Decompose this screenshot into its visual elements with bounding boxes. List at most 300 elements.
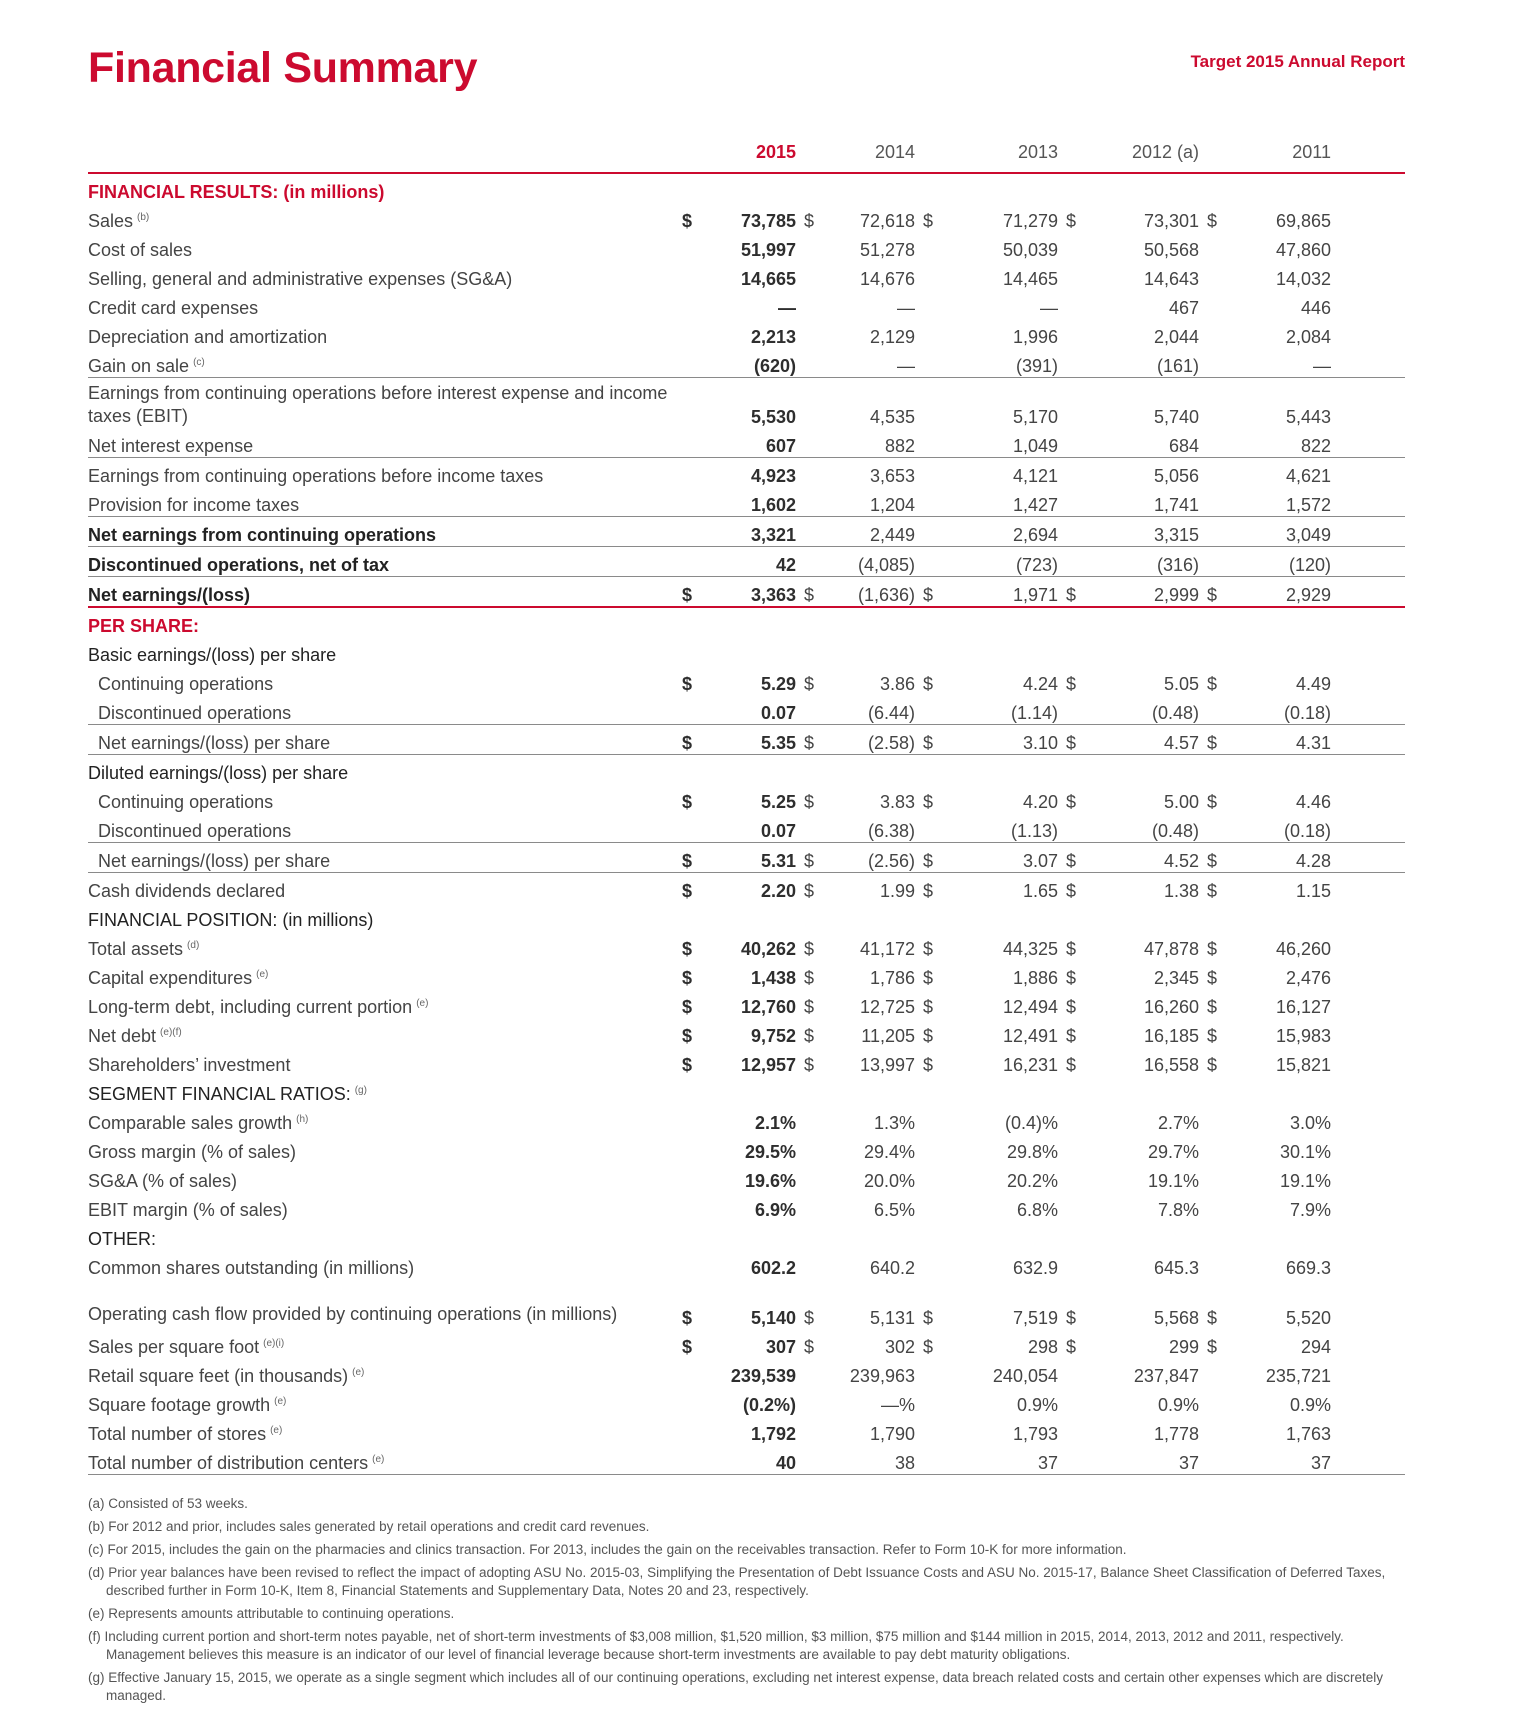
dollar-sign: $ xyxy=(923,585,934,605)
cell-value: 51,278 xyxy=(859,240,915,260)
cell-value: 29.4% xyxy=(863,1142,915,1162)
cell-value: — xyxy=(834,348,919,378)
cell-value: 4.28 xyxy=(1249,843,1335,873)
table-row xyxy=(88,261,1405,290)
row-label-text: Provision for income taxes xyxy=(88,495,300,515)
dollar-sign: $ xyxy=(919,843,963,873)
cell-value: 1.65 xyxy=(1022,881,1058,901)
row-label-text: Earnings from continuing operations before interest expense and income taxes (EBIT) xyxy=(88,383,668,426)
cell-value: 37 xyxy=(1249,1445,1335,1475)
cell-value: (6.44) xyxy=(834,695,919,725)
row-label-text: Diluted earnings/(loss) per share xyxy=(88,763,349,783)
dollar-sign: $ xyxy=(1066,211,1077,231)
dollar-sign xyxy=(1062,232,1106,261)
row-label-text: FINANCIAL RESULTS: (in millions) xyxy=(88,182,385,202)
row-label xyxy=(88,348,678,378)
dollar-sign xyxy=(1062,1105,1106,1134)
dollar-sign: $ xyxy=(804,881,815,901)
dollar-sign: $ xyxy=(1066,968,1077,988)
footnote-marker: (e)(f) xyxy=(160,1027,182,1038)
dollar-sign xyxy=(800,1076,834,1105)
cell-value: 5,131 xyxy=(869,1308,915,1328)
cell-value: 1,763 xyxy=(1285,1424,1331,1444)
dollar-sign xyxy=(919,1445,963,1475)
dollar-sign xyxy=(919,378,963,429)
row-label-text: OTHER: xyxy=(88,1229,157,1249)
cell-value: 5.31 xyxy=(702,843,800,873)
cell-value: 1,793 xyxy=(1012,1424,1058,1444)
dollar-sign: $ xyxy=(678,843,702,873)
dollar-sign: $ xyxy=(682,939,693,959)
dollar-sign: $ xyxy=(682,1337,693,1357)
dollar-sign xyxy=(800,1163,834,1192)
row-label-text: Depreciation and amortization xyxy=(88,327,328,347)
cell-value: 1,602 xyxy=(702,487,800,517)
dollar-sign: $ xyxy=(1207,674,1218,694)
cell-value: 632.9 xyxy=(1012,1258,1058,1278)
cell-value: 684 xyxy=(1106,428,1203,458)
dollar-sign xyxy=(800,517,834,547)
dollar-sign xyxy=(678,637,702,666)
dollar-sign xyxy=(1062,547,1106,577)
dollar-sign xyxy=(1062,1358,1106,1387)
table-row xyxy=(88,290,1405,319)
dollar-sign xyxy=(678,517,702,547)
row-label xyxy=(88,902,678,931)
cell-value: 16,558 xyxy=(1143,1055,1199,1075)
row-label xyxy=(88,458,678,488)
cell-value: 645.3 xyxy=(1153,1258,1199,1278)
dollar-sign: $ xyxy=(1207,1026,1218,1046)
cell-value: 307 xyxy=(765,1337,796,1357)
cell-value: 14,643 xyxy=(1143,269,1199,289)
dollar-sign: $ xyxy=(1066,585,1077,605)
cell-value: 20.2% xyxy=(1006,1171,1058,1191)
row-label xyxy=(88,547,678,577)
table-row xyxy=(88,813,1405,843)
row-label-text: Total number of distribution centers xyxy=(88,1453,369,1473)
cell-value: 16,260 xyxy=(1143,997,1199,1017)
footnote-marker: (c) xyxy=(193,357,205,368)
cell-value: 1.3% xyxy=(873,1113,915,1133)
cell-value xyxy=(834,1076,919,1105)
cell-value: 40 xyxy=(702,1445,800,1475)
dollar-sign xyxy=(1203,1105,1249,1134)
year-header-2014: 2014 xyxy=(874,141,915,162)
dollar-sign xyxy=(1062,1387,1106,1416)
dollar-sign xyxy=(1062,290,1106,319)
dollar-sign xyxy=(800,1250,834,1279)
dollar-sign xyxy=(1062,378,1106,429)
dollar-sign: $ xyxy=(682,881,693,901)
cell-value: 6.8% xyxy=(1016,1200,1058,1220)
cell-value xyxy=(963,607,1062,637)
footnote: (a) Consisted of 53 weeks. xyxy=(88,1496,248,1511)
table-row xyxy=(88,607,1405,637)
cell-value: 1,886 xyxy=(1012,968,1058,988)
table-row xyxy=(88,1387,1405,1416)
cell-value: 7.9% xyxy=(1289,1200,1331,1220)
dollar-sign: $ xyxy=(682,792,693,812)
dollar-sign xyxy=(919,1134,963,1163)
cell-value xyxy=(1249,1076,1335,1105)
dollar-sign xyxy=(678,755,702,785)
dollar-sign xyxy=(800,1445,834,1475)
dollar-sign xyxy=(1203,902,1249,931)
footnotes xyxy=(88,1495,1408,1710)
dollar-sign xyxy=(800,378,834,429)
dollar-sign xyxy=(1062,348,1106,378)
table-row xyxy=(88,173,1405,203)
dollar-sign xyxy=(678,1163,702,1192)
dollar-sign: $ xyxy=(1062,843,1106,873)
dollar-sign: $ xyxy=(1066,1055,1077,1075)
cell-value: 4.20 xyxy=(1022,792,1058,812)
row-label xyxy=(88,1279,678,1329)
dollar-sign: $ xyxy=(1207,968,1218,988)
dollar-sign xyxy=(1203,607,1249,637)
dollar-sign xyxy=(678,458,702,488)
dollar-sign xyxy=(1203,428,1249,458)
dollar-sign xyxy=(800,637,834,666)
cell-value: 1,438 xyxy=(750,968,796,988)
cell-value: 46,260 xyxy=(1275,939,1331,959)
dollar-sign xyxy=(919,813,963,843)
row-label-text: Comparable sales growth xyxy=(88,1113,293,1133)
cell-value: 5,530 xyxy=(750,407,796,427)
cell-value: 7,519 xyxy=(1012,1308,1058,1328)
cell-value: 1,427 xyxy=(963,487,1062,517)
row-label xyxy=(88,378,678,429)
cell-value: 2,476 xyxy=(1285,968,1331,988)
dollar-sign xyxy=(919,348,963,378)
cell-value: 1,204 xyxy=(834,487,919,517)
cell-value: 2,213 xyxy=(750,327,796,347)
table-row xyxy=(88,902,1405,931)
dollar-sign xyxy=(919,1416,963,1445)
footnote: (e) Represents amounts attributable to continuing operations. xyxy=(88,1606,455,1621)
cell-value: 2,129 xyxy=(869,327,915,347)
dollar-sign xyxy=(800,290,834,319)
row-label-text: Selling, general and administrative expenses (SG&A) xyxy=(88,269,513,289)
cell-value: (723) xyxy=(963,547,1062,577)
dollar-sign xyxy=(678,607,702,637)
cell-value: (0.48) xyxy=(1106,695,1203,725)
cell-value: —% xyxy=(880,1395,915,1415)
year-header-2011: 2011 xyxy=(1292,141,1331,162)
dollar-sign xyxy=(678,1221,702,1250)
footnote: (b) For 2012 and prior, includes sales generated by retail operations and credit card revenues. xyxy=(88,1519,650,1534)
table-row xyxy=(88,1445,1405,1475)
row-label-text: Capital expenditures xyxy=(88,968,253,988)
table-row xyxy=(88,873,1405,903)
dollar-sign xyxy=(1062,1416,1106,1445)
row-label-text: Common shares outstanding (in millions) xyxy=(88,1258,415,1278)
cell-value: 19.6% xyxy=(744,1171,796,1191)
cell-value: — xyxy=(1040,298,1058,318)
row-label xyxy=(88,1163,678,1192)
row-label-text: Retail square feet (in thousands) xyxy=(88,1366,349,1386)
dollar-sign: $ xyxy=(682,1055,693,1075)
dollar-sign: $ xyxy=(1207,1055,1218,1075)
cell-value: 20.0% xyxy=(863,1171,915,1191)
cell-value: 3,363 xyxy=(750,585,796,605)
dollar-sign xyxy=(1203,290,1249,319)
row-label xyxy=(88,203,678,232)
cell-value: 302 xyxy=(884,1337,915,1357)
footnote: (f) Including current portion and short-term notes payable, net of short-term investments of $3,008 million, $1,520 million, $3 million, $75 million and $144 million in 2015, 2014, 2013, 2012 and 2011, respectively. Management believes this measure is an indicator of our level of financial leverage because short-term investments are available to pay debt maturity obligations. xyxy=(88,1629,1344,1662)
row-label-text: Total number of stores xyxy=(88,1424,267,1444)
cell-value: 1,778 xyxy=(1153,1424,1199,1444)
cell-value: 299 xyxy=(1168,1337,1199,1357)
row-label xyxy=(88,931,678,960)
cell-value: 44,325 xyxy=(1002,939,1058,959)
cell-value: 37 xyxy=(963,1445,1062,1475)
table-row xyxy=(88,1250,1405,1279)
cell-value: 3.10 xyxy=(963,725,1062,755)
dollar-sign xyxy=(919,261,963,290)
dollar-sign xyxy=(919,637,963,666)
dollar-sign xyxy=(678,1134,702,1163)
row-label xyxy=(88,319,678,348)
dollar-sign: $ xyxy=(1203,843,1249,873)
financial-summary-table xyxy=(88,132,1405,1475)
cell-value xyxy=(1106,755,1203,785)
cell-value: 4.57 xyxy=(1106,725,1203,755)
dollar-sign: $ xyxy=(804,997,815,1017)
cell-value: 16,231 xyxy=(1002,1055,1058,1075)
footnote: (g) Effective January 15, 2015, we operate as a single segment which includes all of our continuing operations, excluding net interest expense, data breach related costs and certain other expenses which are discretely managed. xyxy=(88,1670,1384,1703)
dollar-sign xyxy=(678,813,702,843)
footnote: (d) Prior year balances have been revised to reflect the impact of adopting ASU No. 2015-03, Simplifying the Presentation of Debt Issuance Costs and ASU No. 2015-17, Balance Sheet Classification of Deferred Taxes, described further in Form 10-K, Item 8, Financial Statements and Supplementary Data, Notes 20 and 23, respectively. xyxy=(88,1565,1386,1598)
dollar-sign xyxy=(919,1387,963,1416)
cell-value: 12,725 xyxy=(859,997,915,1017)
cell-value: 239,539 xyxy=(730,1366,796,1386)
cell-value: (1,636) xyxy=(857,585,915,605)
cell-value: 3,315 xyxy=(1106,517,1203,547)
table-row xyxy=(88,1279,1405,1329)
dollar-sign: $ xyxy=(804,792,815,812)
row-label-text: Discontinued operations, net of tax xyxy=(88,555,390,575)
row-label-text: Net debt xyxy=(88,1026,157,1046)
dollar-sign xyxy=(919,607,963,637)
dollar-sign: $ xyxy=(804,939,815,959)
row-label xyxy=(88,1192,678,1221)
dollar-sign xyxy=(1062,1221,1106,1250)
cell-value: 12,760 xyxy=(740,997,796,1017)
dollar-sign xyxy=(1062,173,1106,203)
dollar-sign xyxy=(919,517,963,547)
cell-value: 9,752 xyxy=(750,1026,796,1046)
row-label-text: Net earnings/(loss) per share xyxy=(98,733,331,753)
cell-value: 1.15 xyxy=(1295,881,1331,901)
cell-value: 19.1% xyxy=(1147,1171,1199,1191)
cell-value: 607 xyxy=(702,428,800,458)
dollar-sign: $ xyxy=(682,211,693,231)
table-row xyxy=(88,1358,1405,1387)
dollar-sign xyxy=(1203,458,1249,488)
dollar-sign: $ xyxy=(923,997,934,1017)
table-row xyxy=(88,203,1405,232)
footnote-marker: (e) xyxy=(270,1425,283,1436)
cell-value: 2,694 xyxy=(963,517,1062,547)
cell-value: (1.13) xyxy=(963,813,1062,843)
row-label-text: Basic earnings/(loss) per share xyxy=(88,645,337,665)
cell-value: 16,185 xyxy=(1143,1026,1199,1046)
row-label-text: Discontinued operations xyxy=(98,703,292,723)
dollar-sign xyxy=(1062,1445,1106,1475)
dollar-sign xyxy=(800,348,834,378)
cell-value xyxy=(1106,902,1203,931)
dollar-sign xyxy=(678,261,702,290)
dollar-sign xyxy=(800,428,834,458)
row-label-text: Gain on sale xyxy=(88,356,190,376)
dollar-sign xyxy=(1203,173,1249,203)
cell-value: 4,923 xyxy=(750,466,796,486)
dollar-sign xyxy=(800,458,834,488)
cell-value: 1,996 xyxy=(1012,327,1058,347)
dollar-sign xyxy=(678,1192,702,1221)
dollar-sign xyxy=(1062,607,1106,637)
cell-value: 4.31 xyxy=(1249,725,1335,755)
cell-value xyxy=(963,755,1062,785)
table-row xyxy=(88,348,1405,378)
dollar-sign: $ xyxy=(800,843,834,873)
cell-value xyxy=(702,1221,800,1250)
cell-value: 73,785 xyxy=(740,211,796,231)
cell-value: 294 xyxy=(1300,1337,1331,1357)
cell-value: 47,878 xyxy=(1143,939,1199,959)
cell-value: 29.7% xyxy=(1147,1142,1199,1162)
dollar-sign: $ xyxy=(923,1055,934,1075)
dollar-sign: $ xyxy=(923,1337,934,1357)
dollar-sign: $ xyxy=(923,1308,934,1328)
dollar-sign xyxy=(1203,487,1249,517)
dollar-sign: $ xyxy=(804,211,815,231)
dollar-sign xyxy=(1062,637,1106,666)
dollar-sign xyxy=(1062,428,1106,458)
cell-value: 5,140 xyxy=(750,1308,796,1328)
row-label-text: Discontinued operations xyxy=(98,821,292,841)
dollar-sign xyxy=(800,1358,834,1387)
cell-value: 12,491 xyxy=(1002,1026,1058,1046)
dollar-sign xyxy=(678,1076,702,1105)
dollar-sign xyxy=(1062,487,1106,517)
cell-value: (2.56) xyxy=(834,843,919,873)
cell-value: — xyxy=(1249,348,1335,378)
cell-value: (2.58) xyxy=(834,725,919,755)
row-label-text: Net earnings/(loss) per share xyxy=(98,851,331,871)
cell-value: 1,792 xyxy=(750,1424,796,1444)
table-row xyxy=(88,517,1405,547)
dollar-sign xyxy=(919,428,963,458)
cell-value: 237,847 xyxy=(1133,1366,1199,1386)
cell-value xyxy=(963,1076,1062,1105)
row-label xyxy=(88,607,678,637)
row-label xyxy=(88,784,678,813)
dollar-sign xyxy=(1062,1134,1106,1163)
cell-value: 5,170 xyxy=(1012,407,1058,427)
dollar-sign xyxy=(1203,232,1249,261)
dollar-sign xyxy=(1062,1192,1106,1221)
cell-value: 15,983 xyxy=(1275,1026,1331,1046)
cell-value: 1,790 xyxy=(869,1424,915,1444)
dollar-sign xyxy=(678,319,702,348)
cell-value: 3,049 xyxy=(1249,517,1335,547)
footnote-marker: (e)(i) xyxy=(263,1338,285,1349)
cell-value: 1,741 xyxy=(1106,487,1203,517)
dollar-sign xyxy=(1203,1163,1249,1192)
row-label xyxy=(88,1329,678,1358)
dollar-sign: $ xyxy=(804,1308,815,1328)
cell-value: 1,786 xyxy=(869,968,915,988)
cell-value: 29.5% xyxy=(744,1142,796,1162)
row-label xyxy=(88,517,678,547)
dollar-sign: $ xyxy=(1207,881,1218,901)
row-label-text: Shareholders’ investment xyxy=(88,1055,291,1075)
dollar-sign xyxy=(1062,1250,1106,1279)
dollar-sign xyxy=(919,695,963,725)
cell-value: 1.38 xyxy=(1163,881,1199,901)
row-label-text: Long-term debt, including current portion xyxy=(88,997,413,1017)
table-row xyxy=(88,458,1405,488)
table-row xyxy=(88,1105,1405,1134)
cell-value xyxy=(834,637,919,666)
dollar-sign xyxy=(1203,547,1249,577)
footnote-marker: (e) xyxy=(352,1367,365,1378)
dollar-sign: $ xyxy=(1207,211,1218,231)
cell-value: 37 xyxy=(1106,1445,1203,1475)
dollar-sign xyxy=(678,902,702,931)
cell-value: (391) xyxy=(963,348,1062,378)
dollar-sign xyxy=(800,1221,834,1250)
cell-value: 50,568 xyxy=(1143,240,1199,260)
cell-value: 4.46 xyxy=(1295,792,1331,812)
dollar-sign: $ xyxy=(1207,585,1218,605)
cell-value xyxy=(1106,607,1203,637)
cell-value: 1,049 xyxy=(963,428,1062,458)
row-label xyxy=(88,1221,678,1250)
dollar-sign: $ xyxy=(682,585,693,605)
dollar-sign xyxy=(1203,1134,1249,1163)
cell-value: (4,085) xyxy=(834,547,919,577)
dollar-sign xyxy=(919,1105,963,1134)
footnote-marker: (h) xyxy=(296,1114,309,1125)
dollar-sign xyxy=(678,428,702,458)
cell-value: 822 xyxy=(1249,428,1335,458)
dollar-sign xyxy=(678,1387,702,1416)
footnote-marker: (e) xyxy=(256,969,269,980)
cell-value: 71,279 xyxy=(1002,211,1058,231)
dollar-sign xyxy=(678,1358,702,1387)
cell-value: 602.2 xyxy=(750,1258,796,1278)
cell-value: 13,997 xyxy=(859,1055,915,1075)
table-row xyxy=(88,1416,1405,1445)
dollar-sign xyxy=(1203,637,1249,666)
cell-value: 882 xyxy=(834,428,919,458)
cell-value: 2.20 xyxy=(760,881,796,901)
cell-value: 240,054 xyxy=(992,1366,1058,1386)
cell-value: 5,568 xyxy=(1153,1308,1199,1328)
row-label-text: PER SHARE: xyxy=(88,616,200,636)
cell-value: 72,618 xyxy=(859,211,915,231)
dollar-sign: $ xyxy=(804,1026,815,1046)
cell-value: (1.14) xyxy=(963,695,1062,725)
dollar-sign: $ xyxy=(1066,939,1077,959)
row-label xyxy=(88,290,678,319)
row-label-text: Continuing operations xyxy=(98,674,274,694)
row-label xyxy=(88,1358,678,1387)
